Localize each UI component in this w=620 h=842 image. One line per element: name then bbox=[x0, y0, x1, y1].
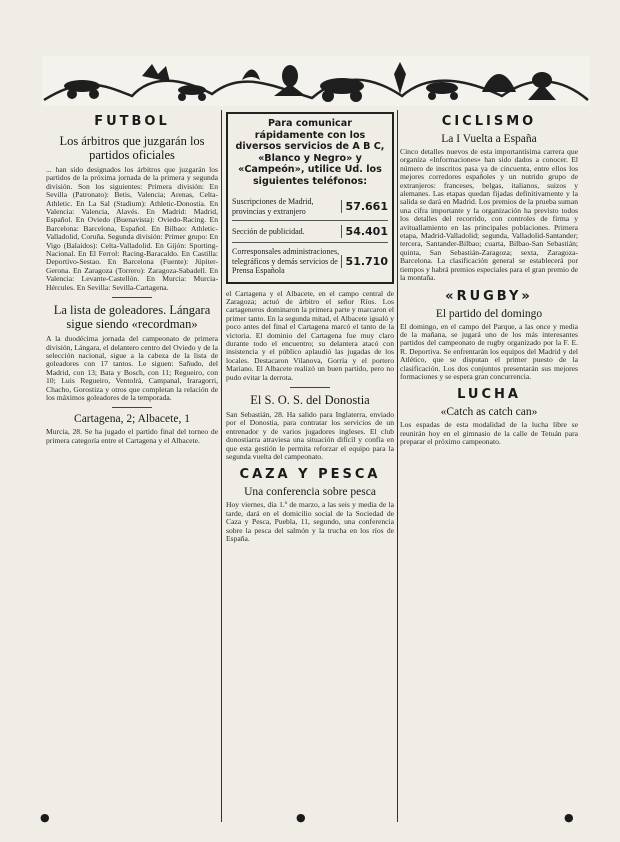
ad-row bbox=[232, 242, 388, 280]
section-title: FUTBOL bbox=[94, 114, 170, 129]
ad-row bbox=[232, 193, 388, 220]
article-body: Cinco detalles nuevos de esta importantísima carrera que organiza «Informaciones» han sido dados a conocer. El número de inscritos pasa ya de cincuenta, entre ellos los mejores corredores españoles y un nutrido grupo de extranjeros: franceses, belgas, italianos, suizos y alemanes. Las etapas quedan fijadas definitivamente y la salida se dará en Madrid. Los premios de la prueba suman una cifra importante y la organización ha previsto todos los detalles del recorrido, con controles de firma y avituallamiento en las principales poblaciones. Primera etapa, Madrid-Valladolid; segunda, Valladolid-Santander; tercera, Santander-Bilbao; cuarta, Bilbao-San Sebastián; quinta, San Sebastián-Zaragoza; sexta, Zaragoza-Barcelona. La clasificación general se establecerá por tiempos y habrá premios especiales para el gran premio de la montaña. bbox=[400, 147, 578, 283]
column-futbol bbox=[46, 108, 218, 830]
ad-row-label: Corresponsales administraciones, telegráficos y demás servicios de Prensa Española bbox=[232, 247, 340, 275]
phone-numbers-ad bbox=[226, 112, 394, 284]
article-headline: La I Vuelta a España bbox=[441, 133, 537, 145]
article-headline: El S. O. S. del Donostia bbox=[250, 392, 370, 407]
ad-row-label: Suscripciones de Madrid, provincias y extranjero bbox=[232, 197, 314, 216]
article-body: El domingo, en el campo del Parque, a las once y media de la mañana, se jugará uno de los más interesantes partidos del campeonato de rugby organizado por la F. E. R. Deportiva. Se enfrentarán los equipos del Madrid y del Atlético, que se disputan el primer puesto de la clasificación. Los dos conjuntos presentarán sus mejores formaciones y se espera gran concurrencia. bbox=[400, 321, 578, 381]
section-title: LUCHA bbox=[457, 387, 521, 403]
divider bbox=[112, 407, 152, 408]
sports-frieze-illustration bbox=[42, 56, 590, 106]
article-body: el Cartagena y el Albacete, en el campo central de Zaragoza; actuó de árbitro el señor Ríos. Los cartageneros dominaron la primera parte y marcaron el primer tanto. En la segunda mitad, el Albacete igualó y poco antes del final el Cartagena marcó el tanto de la victoria. El dominio del Cartagena fue muy claro durante todo el encuentro; su delantera atacó con insistencia y el público aplaudió las jugadas de los locales. Destacaron Vilanova, Gorría y el portero Mariano. El Albacete realizó un buen partido, pero no pudo evitar la derrota. bbox=[226, 288, 394, 382]
divider bbox=[112, 297, 152, 298]
article-body: Murcia, 28. Se ha jugado el partido final del torneo de primera categoría entre el Cartagena y el Albacete. bbox=[46, 427, 218, 445]
ad-headline: Para comunicar rápidamente con los diversos servicios de A B C, «Blanco y Negro» y «Campeón», utilice Ud. los siguientes teléfonos: bbox=[235, 118, 385, 187]
fold-mark-icon: ● bbox=[564, 811, 574, 824]
article-body: A la duodécima jornada del campeonato de primera división, Lángara, el delantero centro del Oviedo y de la selección nacional, sigue a la cabeza de la lista de goleadores con 17 tantos. Le siguen: Sañudo, del Madrid, con 13; Bata y Bosch, con 11; Regueiro, con 10; Luis Regueiro, Ventolrá, Campanal, Iraragorri, Chacho, Gorostiza y otros que completan la relación de los máximos goleadores de la temporada. bbox=[46, 334, 218, 402]
article-body: ... han sido designados los árbitros que juzgarán los partidos de la próxima jornada de la primera y segunda división. Son los siguientes: Primera división: En Sevilla (Patronato): Betis, Valencia; Arenas, Celta-Athletic. En La Sal (Stadium): Athletic-Donostia. En Valencia: Valencia, Alavés. En Madrid: Madrid, Español. En Oviedo (Buenavista): Oviedo-Racing. En Barcelona: Barcelona, Español. En Bilbao: Athletic-Valladolid, Coruña. Segunda división: Primer grupo: En Vigo (Balaídos): Celta-Valladolid. En Gijón: Sporting-Nacional. En El Ferrol: Racing-Baracaldo. En Castilla: Deportivo-Sestao. En Barcelona (Fuente): Júpiter-Gerona. En Zaragoza (Torrero): Zaragoza-Sabadell. En Valencia: Levante-Castellón. En Murcia: Murcia-Hércules. En Sevilla: Sevilla-Cartagena. bbox=[46, 165, 218, 292]
section-title: CAZA Y PESCA bbox=[239, 467, 381, 483]
column-middle bbox=[226, 108, 394, 830]
article-body: Los espadas de esta modalidad de la lucha libre se reunirán hoy en el gimnasio de la calle de Tetuán para preparar el próximo campeonato. bbox=[400, 420, 578, 447]
article-headline: Cartagena, 2; Albacete, 1 bbox=[74, 413, 190, 426]
fold-mark-icon: ● bbox=[296, 811, 306, 824]
ad-row-label: Sección de publicidad. bbox=[232, 226, 305, 236]
article-headline: Una conferencia sobre pesca bbox=[244, 486, 376, 499]
ad-row-number: 51.710 bbox=[341, 255, 388, 268]
column-rule bbox=[397, 110, 398, 822]
fold-mark-icon: ● bbox=[40, 811, 50, 824]
article-headline: La lista de goleadores. Lángara sigue siendo «recordman» bbox=[53, 303, 211, 332]
column-rule bbox=[221, 110, 222, 822]
article-headline: Los árbitros que juzgarán los partidos oficiales bbox=[59, 134, 205, 162]
ad-row bbox=[232, 220, 388, 242]
column-ciclismo bbox=[400, 108, 578, 830]
divider bbox=[290, 387, 330, 388]
article-headline: El partido del domingo bbox=[435, 307, 543, 320]
section-title: «RUGBY» bbox=[445, 288, 533, 304]
section-title: CICLISMO bbox=[441, 114, 537, 129]
article-headline: «Catch as catch can» bbox=[440, 406, 538, 419]
article-body: Hoy viernes, día 1.º de marzo, a las seis y media de la tarde, dará en el domicilio social de la Sociedad de Caza y Pesca, Puebla, 11, segundo, una conferencia sobre la pesca del salmón y la trucha en los ríos de España. bbox=[226, 500, 394, 544]
article-body: San Sebastián, 28. Ha salido para Inglaterra, enviado por el Donostia, para contratar los servicios de un entrenador y de varios jugadores ingleses. El club donostiarra atraviesa una situación difícil y confía en que esta gestión le permita reforzar el equipo para la segunda vuelta del campeonato. bbox=[226, 409, 394, 461]
ad-row-number: 54.401 bbox=[341, 225, 388, 238]
ad-row-number: 57.661 bbox=[341, 200, 388, 213]
